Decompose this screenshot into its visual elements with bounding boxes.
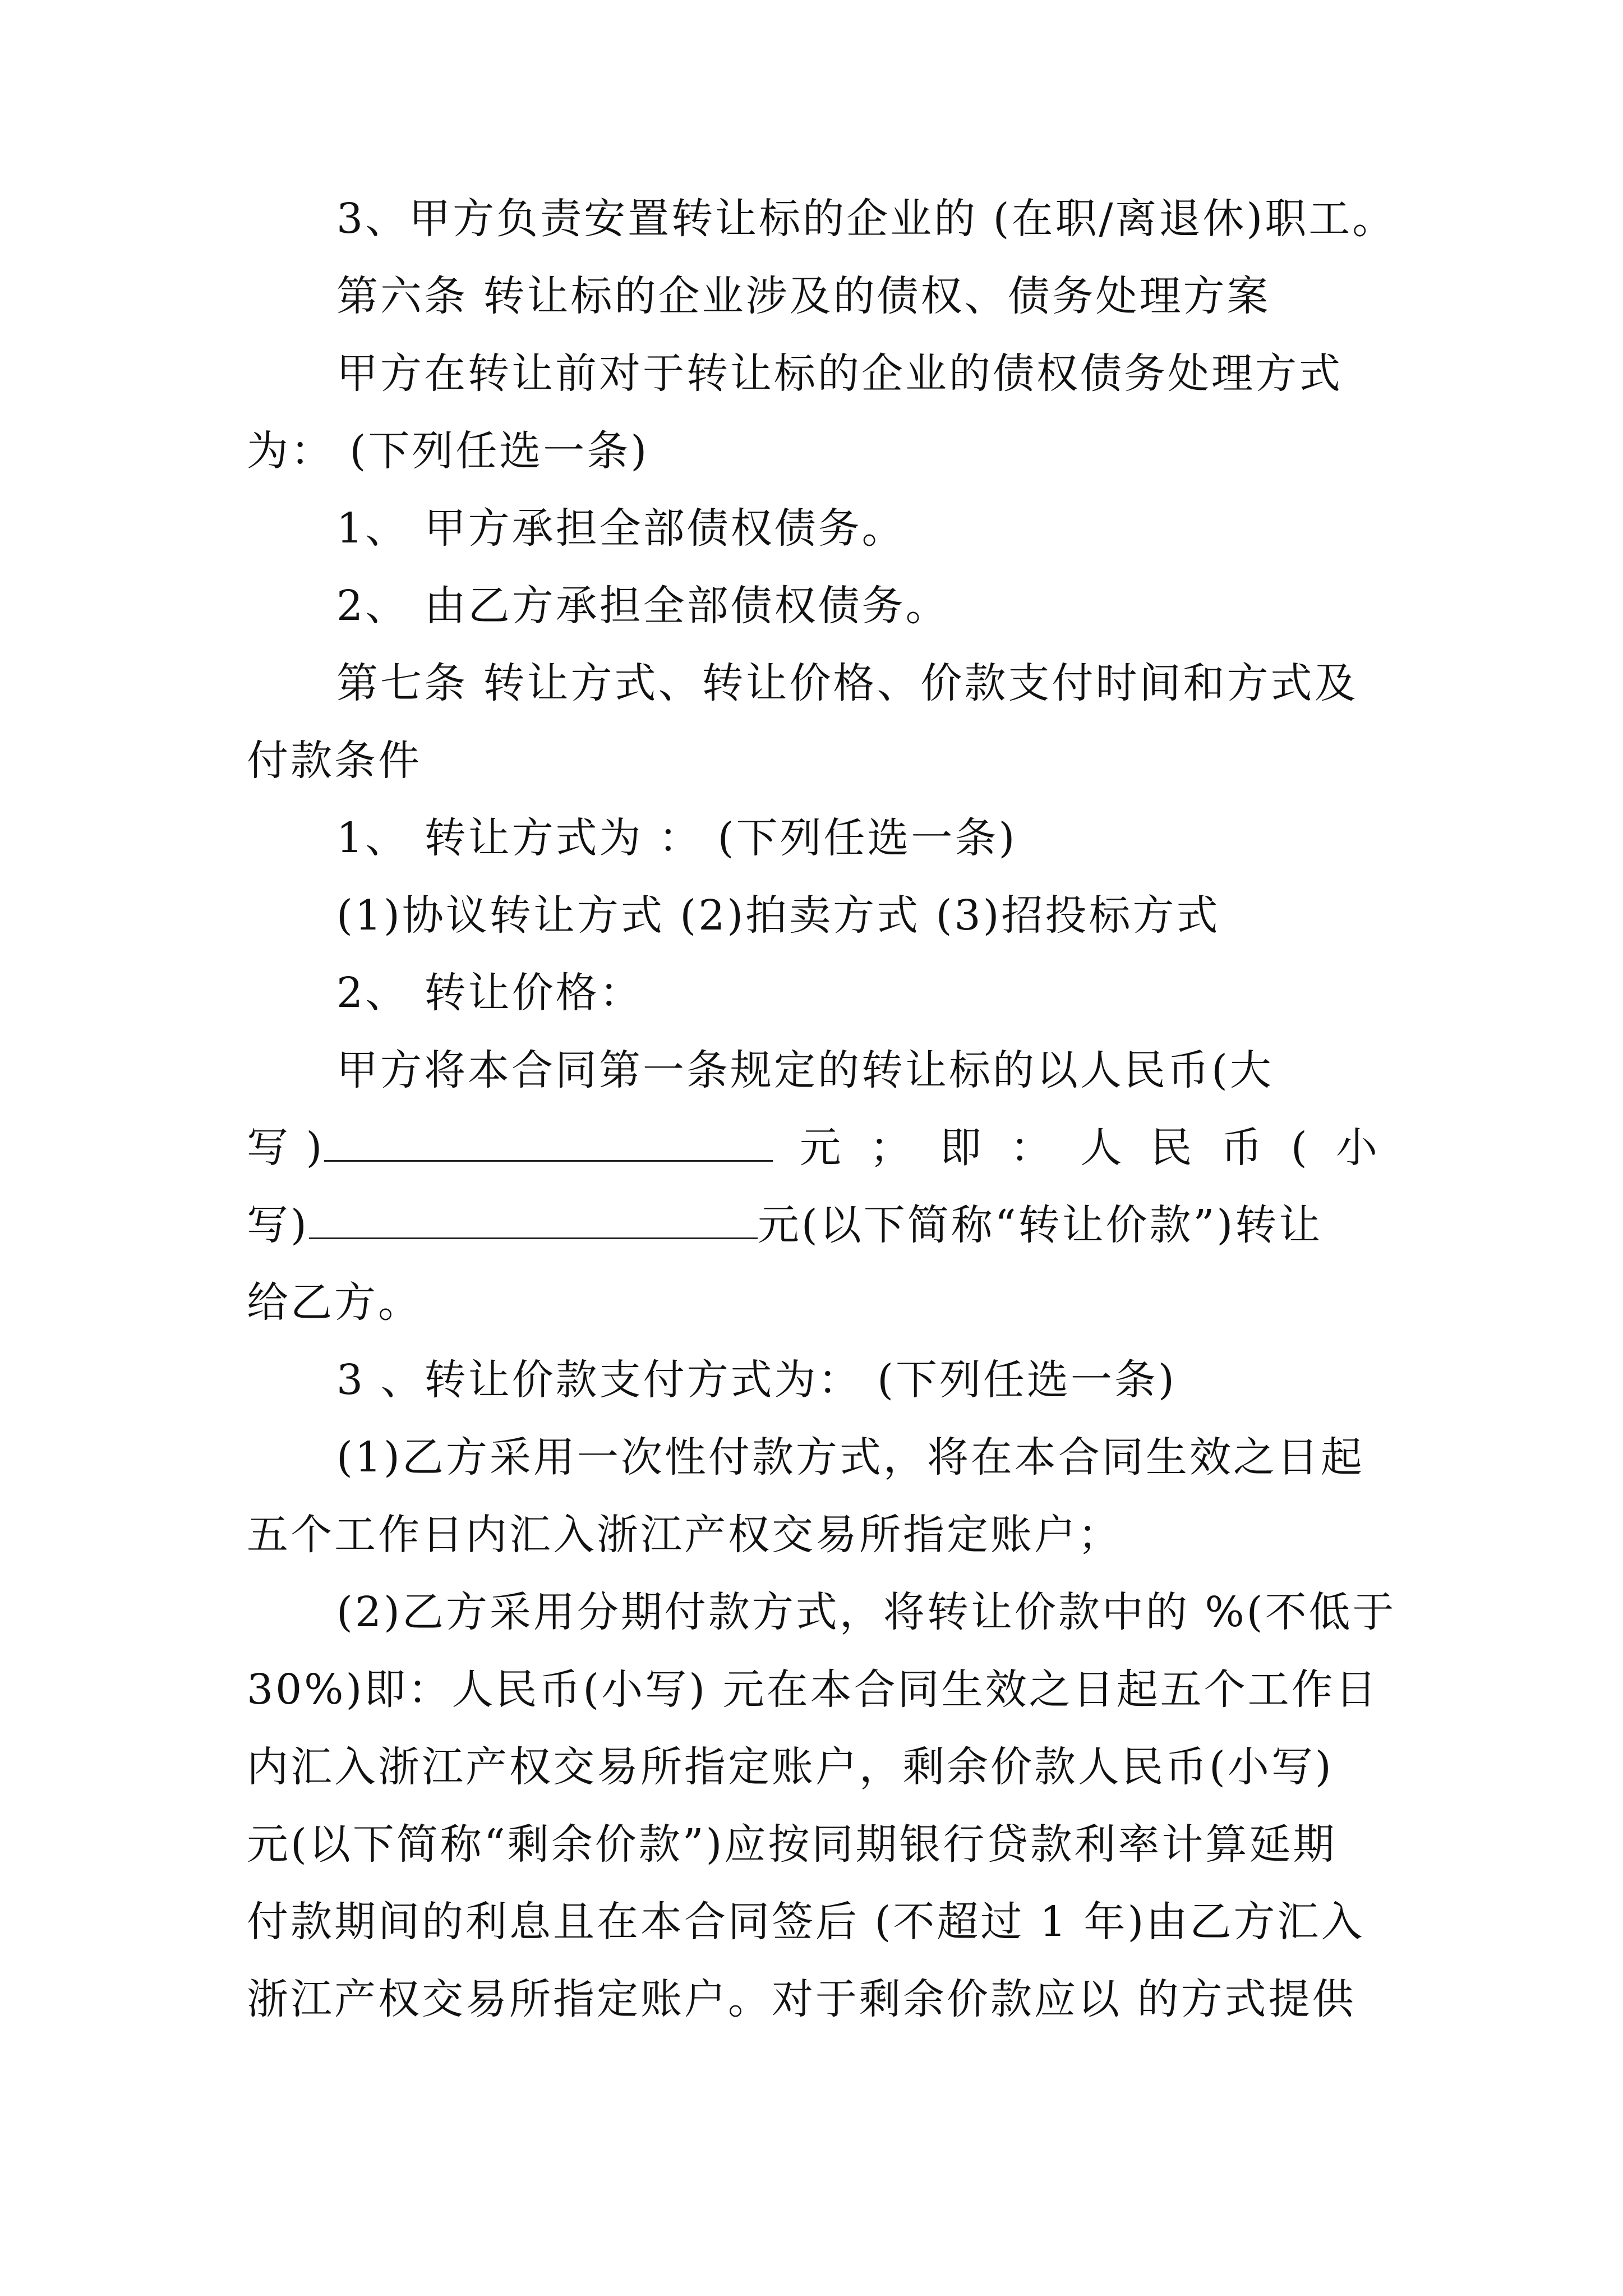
price-line-end: 给乙方。 <box>247 1278 422 1327</box>
price-uppercase-line: 写 ) 元 ； 即 ： 人 民 币 ( 小 <box>247 1120 1380 1176</box>
article-6-option-1: 1、 甲方承担全部债权债务。 <box>336 504 906 553</box>
article-7-item-2: 2、 转让价格： <box>336 969 643 1017</box>
payment-option-2-cont-3: 元(以下简称“剩余价款”)应按同期银行贷款利率计算延期 <box>247 1820 1337 1869</box>
payment-option-2-cont-5: 浙江产权交易所指定账户。对于剩余价款应以 的方式提供 <box>247 1975 1356 2023</box>
article-7-item-1: 1、 转让方式为 ： (下列任选一条) <box>336 814 1017 862</box>
article-7-heading: 第七条 转让方式、转让价格、价款支付时间和方式及 <box>336 659 1358 707</box>
price-uppercase-head: 写 ) <box>247 1120 773 1176</box>
price-uppercase-blank <box>324 1124 773 1162</box>
payment-option-2-cont-1: 30%)即：人民币(小写) 元在本合同生效之日起五个工作日 <box>247 1665 1379 1714</box>
article-7-heading-cont: 付款条件 <box>247 737 422 785</box>
payment-option-2: (2)乙方采用分期付款方式，将转让价款中的 %(不低于 <box>336 1588 1396 1636</box>
payment-option-1-cont: 五个工作日内汇入浙江产权交易所指定账户； <box>247 1511 1122 1559</box>
transfer-price-paragraph: 甲方将本合同第一条规定的转让标的以人民币(大 <box>336 1046 1274 1094</box>
price-lowercase-blank <box>309 1202 758 1239</box>
payment-option-2-cont-2: 内汇入浙江产权交易所指定账户，剩余价款人民币(小写) <box>247 1743 1334 1791</box>
payment-option-2-cont-4: 付款期间的利息且在本合同签后 (不超过 1 年)由乙方汇入 <box>247 1898 1365 1946</box>
article-6-option-2: 2、 由乙方承担全部债权债务。 <box>336 582 949 630</box>
article-6-paragraph: 甲方在转让前对于转让标的企业的债权债务处理方式 <box>336 349 1343 398</box>
payment-option-1: (1)乙方采用一次性付款方式，将在本合同生效之日起 <box>336 1433 1364 1481</box>
article-6-paragraph-cont: 为： (下列任选一条) <box>247 427 649 475</box>
price-lowercase-line: 写) 元(以下简称“转让价款”)转让 <box>247 1201 1323 1249</box>
clause-5-item-3: 3、甲方负责安置转让标的企业的 (在职/离退休)职工。 <box>336 195 1396 243</box>
article-7-item-3: 3 、转让价款支付方式为： (下列任选一条) <box>336 1356 1177 1404</box>
article-6-heading: 第六条 转让标的企业涉及的债权、债务处理方案 <box>336 272 1271 320</box>
transfer-methods: (1)协议转让方式 (2)拍卖方式 (3)招投标方式 <box>336 891 1220 940</box>
